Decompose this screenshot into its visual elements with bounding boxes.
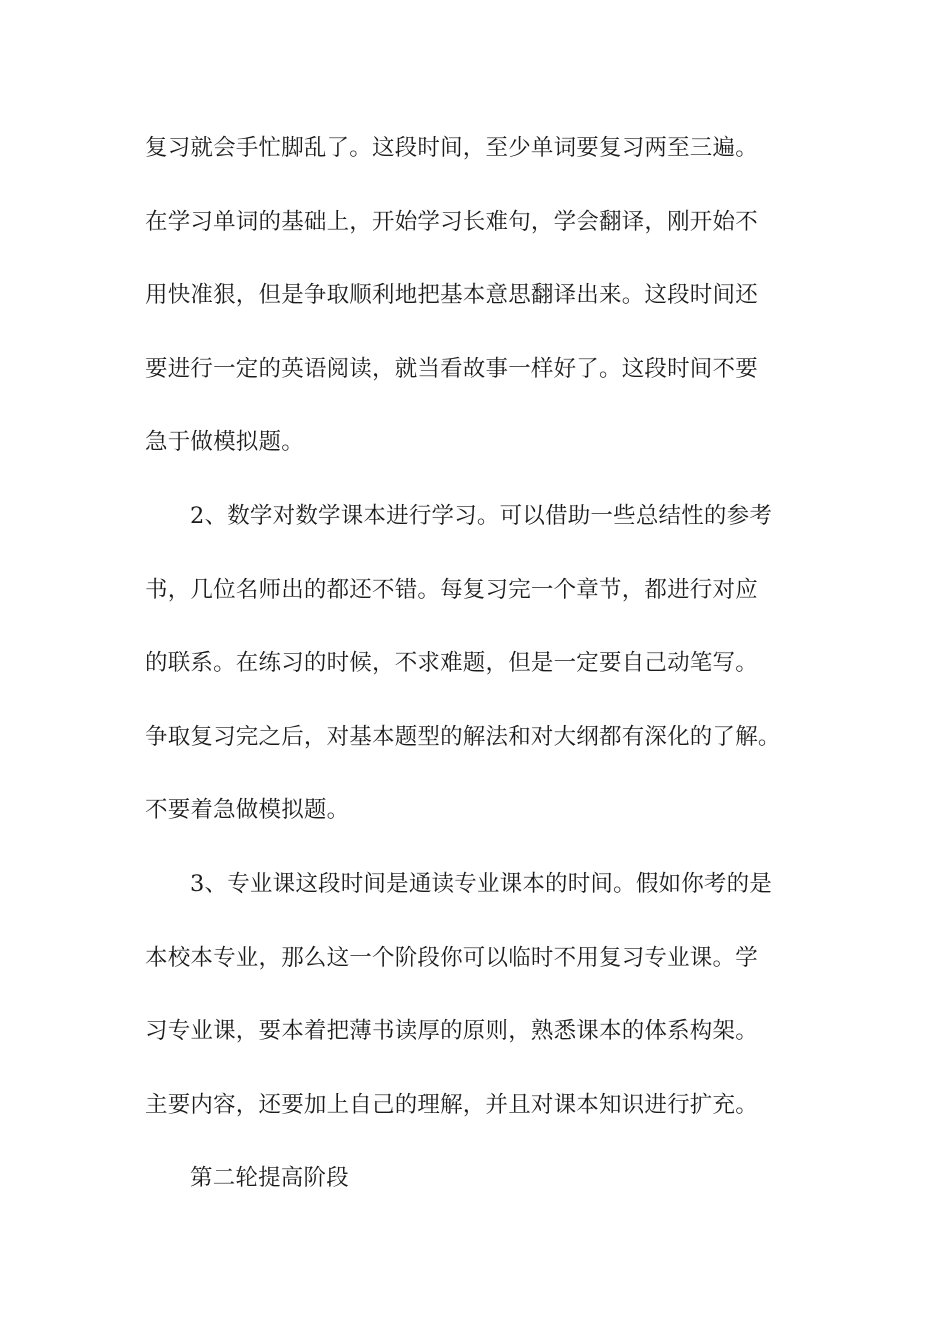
text-line-6: 2、数学对数学课本进行学习。可以借助一些总结性的参考 bbox=[190, 502, 773, 529]
section-heading: 第二轮提高阶段 bbox=[190, 1165, 349, 1192]
text-line-7: 书，几位名师出的都还不错。每复习完一个章节，都进行对应 bbox=[145, 576, 758, 603]
text-line-5: 急于做模拟题。 bbox=[145, 429, 304, 456]
text-line-12: 本校本专业，那么这一个阶段你可以临时不用复习专业课。学 bbox=[145, 944, 758, 971]
text-line-2: 在学习单词的基础上，开始学习长难句，学会翻译，刚开始不 bbox=[145, 208, 758, 235]
text-line-8: 的联系。在练习的时候，不求难题，但是一定要自己动笔写。 bbox=[145, 650, 758, 677]
text-line-4: 要进行一定的英语阅读，就当看故事一样好了。这段时间不要 bbox=[145, 355, 758, 382]
text-line-3: 用快准狠，但是争取顺利地把基本意思翻译出来。这段时间还 bbox=[145, 282, 758, 309]
text-line-13: 习专业课，要本着把薄书读厚的原则，熟悉课本的体系构架。 bbox=[145, 1018, 758, 1045]
text-line-9: 争取复习完之后，对基本题型的解法和对大纲都有深化的了解。 bbox=[145, 723, 781, 750]
document-body bbox=[145, 128, 825, 1232]
text-line-11: 3、专业课这段时间是通读专业课本的时间。假如你考的是 bbox=[190, 870, 773, 897]
text-line-10: 不要着急做模拟题。 bbox=[145, 797, 350, 824]
text-line-14: 主要内容，还要加上自己的理解，并且对课本知识进行扩充。 bbox=[145, 1091, 758, 1118]
text-line-1: 复习就会手忙脚乱了。这段时间，至少单词要复习两至三遍。 bbox=[145, 135, 758, 161]
